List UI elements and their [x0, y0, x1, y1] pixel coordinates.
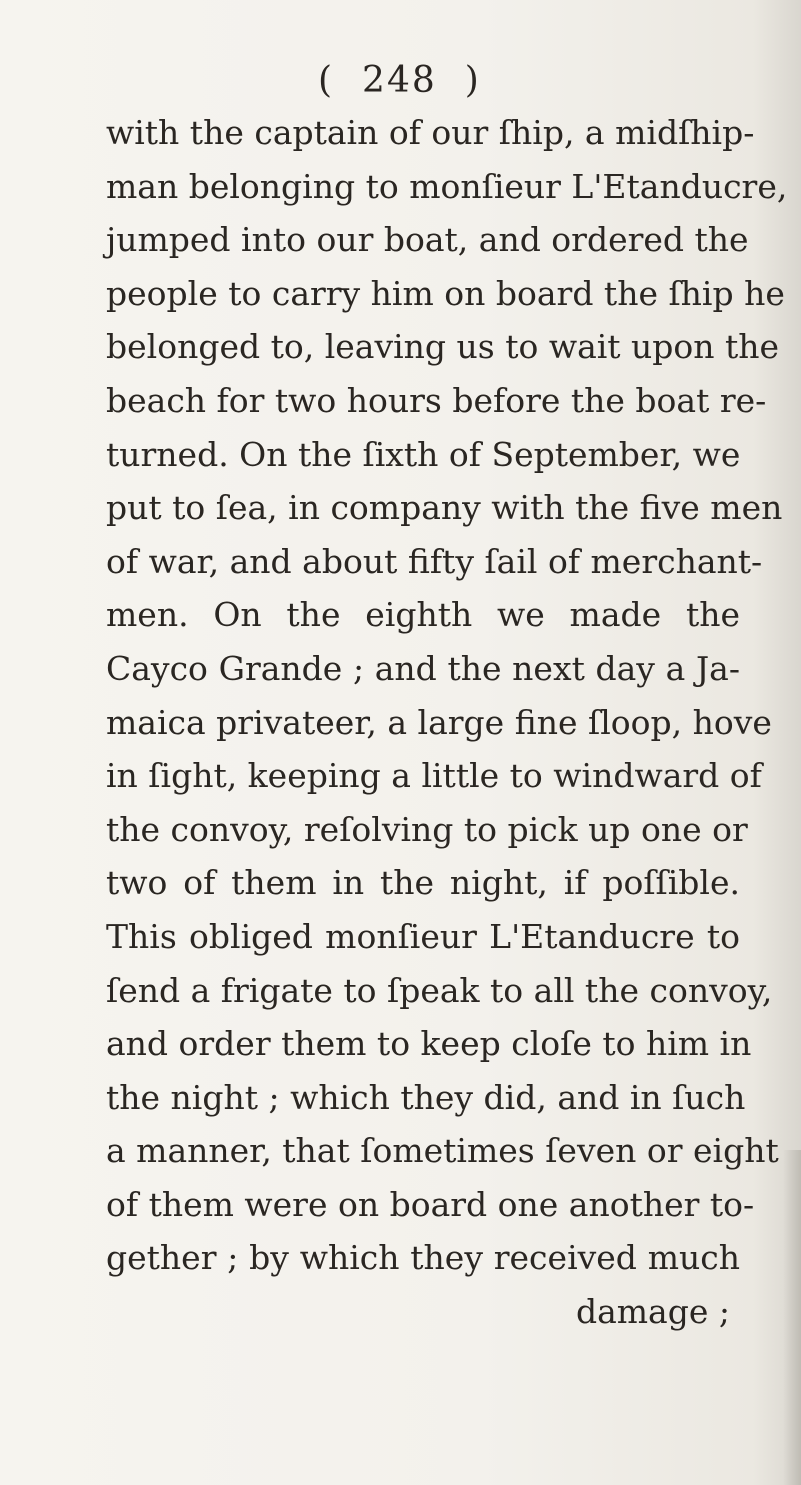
text-line: put to ſea, in company with the five men: [106, 488, 783, 528]
page-number: 248: [362, 60, 437, 101]
page-edge-shadow: [783, 1150, 801, 1485]
text-line: of war, and about fifty ſail of merchant-: [106, 541, 763, 581]
text-line: the night ; which they did, and in ſuch: [106, 1077, 746, 1117]
text-line: jumped into our boat, and ordered the: [106, 220, 749, 260]
text-line: of them were on board one another to-: [106, 1184, 755, 1224]
body-text: [106, 106, 788, 1339]
catchword: damage ;: [575, 1292, 730, 1332]
text-line: with the captain of our ſhip, a midſhip-: [106, 113, 755, 152]
text-line: a manner, that ſometimes ſeven or eight: [106, 1131, 779, 1171]
text-line: gether ; by which they received much: [106, 1238, 740, 1278]
text-line: This obliged monſieur L'Etanducre to: [106, 916, 740, 956]
text-line: Cayco Grande ; and the next day a Ja-: [106, 648, 740, 688]
text-line: belonged to, leaving us to wait upon the: [106, 327, 780, 367]
text-line: two of them in the night, if poſſible.: [106, 863, 740, 903]
text-line: maica privateer, a large fine ſloop, hove: [106, 702, 772, 742]
text-line: ſend a frigate to ſpeak to all the convoy,: [106, 970, 773, 1010]
page-header: [318, 60, 518, 101]
text-line: beach for two hours before the boat re-: [106, 380, 767, 420]
text-line: men. On the eighth we made the: [106, 595, 740, 635]
text-line: in ſight, keeping a little to windward of: [106, 756, 762, 796]
header-close-paren: ): [464, 60, 481, 101]
text-line: turned. On the ſixth of September, we: [106, 434, 741, 474]
text-line: and order them to keep cloſe to him in: [106, 1024, 752, 1064]
header-open-paren: (: [318, 60, 335, 101]
text-line: people to carry him on board the ſhip he: [106, 273, 785, 313]
text-line: man belonging to monſieur L'Etanducre,: [106, 166, 788, 206]
text-line: the convoy, reſolving to pick up one or: [106, 809, 748, 849]
